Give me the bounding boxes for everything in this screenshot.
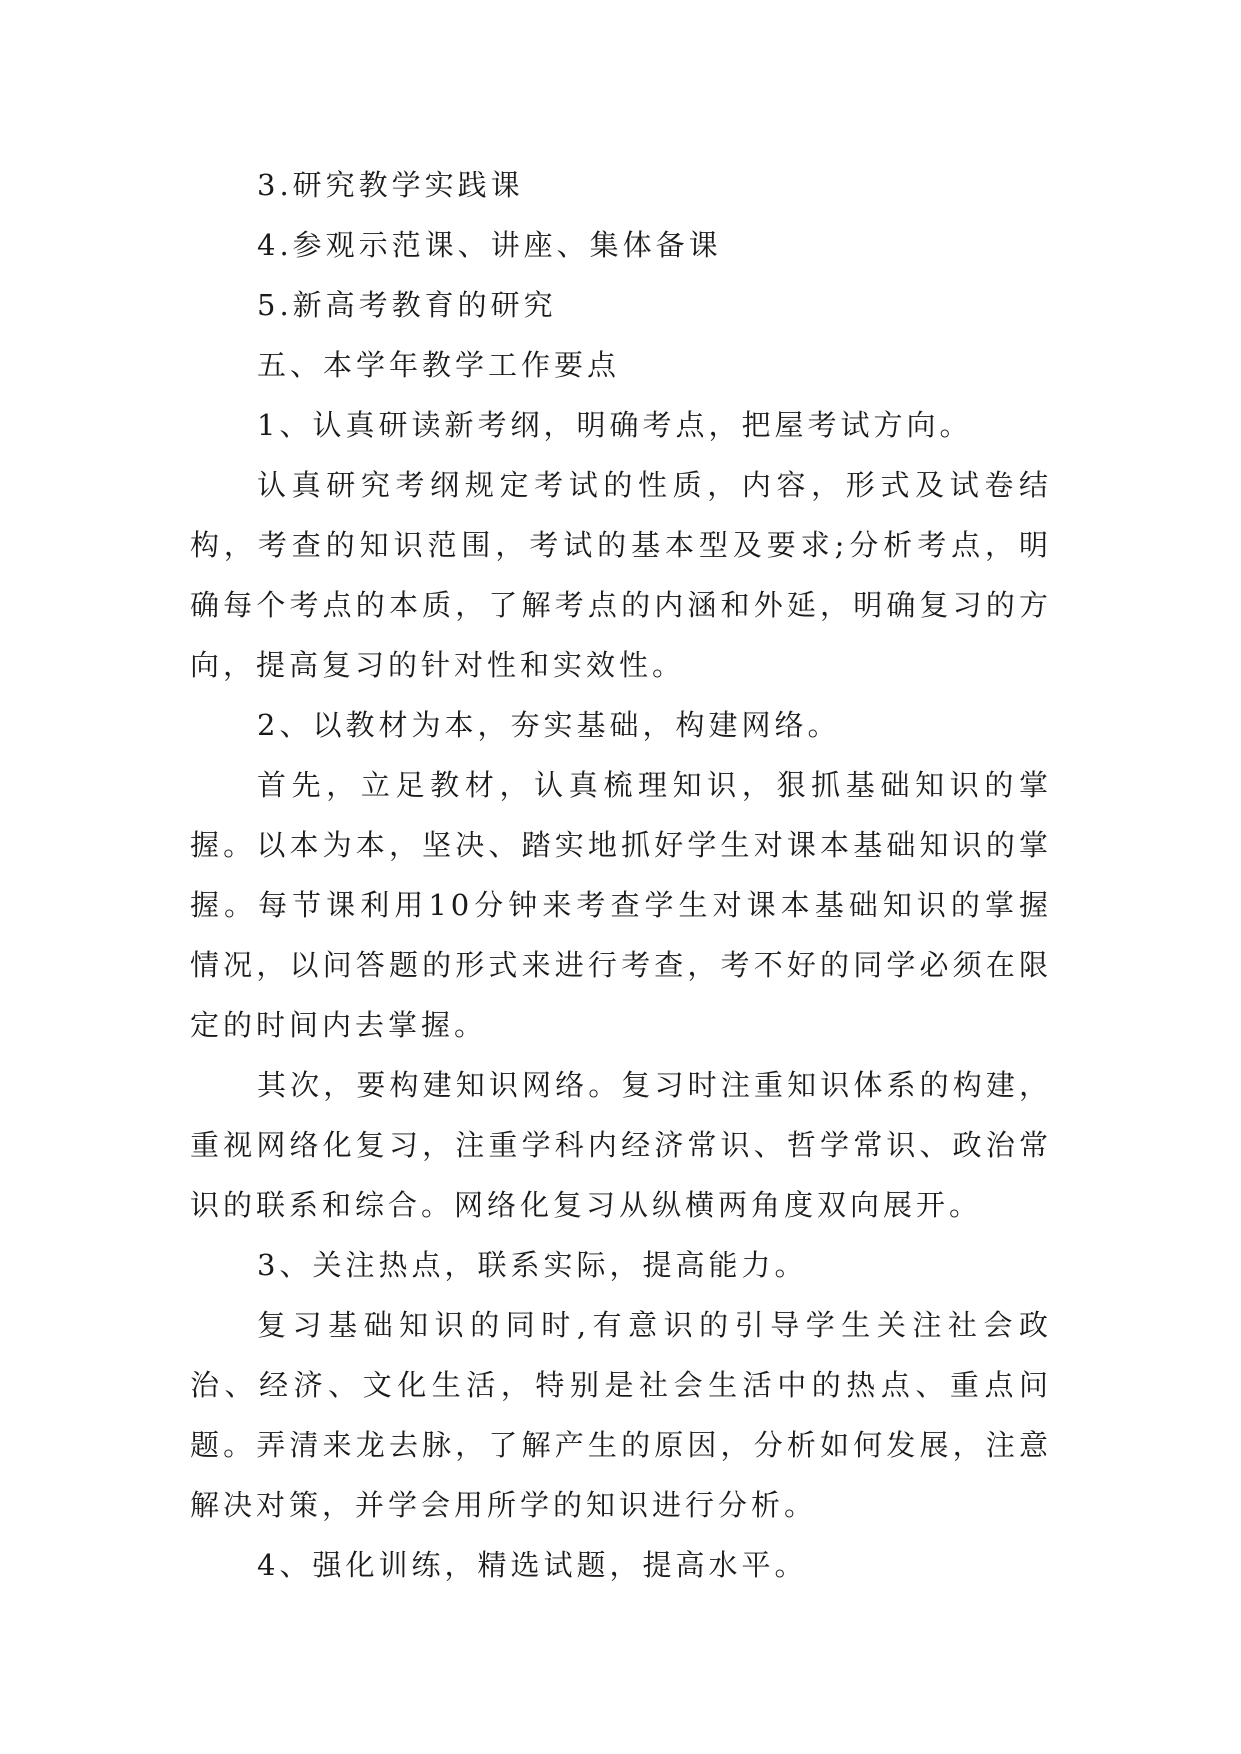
point-heading-3: 3、关注热点，联系实际，提高能力。 [257,1248,808,1282]
point-heading-1: 1、认真研读新考纲，明确考点，把屋考试方向。 [257,408,973,442]
point-heading-2: 2、以教材为本，夯实基础，构建网络。 [257,708,841,742]
paragraph-item-5: 5.新高考教育的研究 [257,288,557,322]
paragraph-knowledge-network: 其次，要构建知识网络。复习时注重知识体系的构建，重视网络化复习，注重学科内经济常识、哲学常识、政治常识的联系和综合。网络化复习从纵横两角度双向展开。 [190,1068,1052,1222]
paragraph-exam-outline: 认真研究考纲规定考试的性质，内容，形式及试卷结构，考查的知识范围，考试的基本型及要求;分析考点，明确每个考点的本质，了解考点的内涵和外延，明确复习的方向，提高复习的针对性和实效性。 [190,468,1052,682]
document-body [190,155,1052,1595]
paragraph-hot-topics: 复习基础知识的同时,有意识的引导学生关注社会政治、经济、文化生活，特别是社会生活中的热点、重点问题。弄清来龙去脉，了解产生的原因，分析如何发展，注意解决对策，并学会用所学的知识进行分析。 [190,1308,1052,1522]
section-heading-five: 五、本学年教学工作要点 [257,348,621,382]
paragraph-textbook-basics: 首先，立足教材，认真梳理知识，狠抓基础知识的掌握。以本为本，坚决、踏实地抓好学生对课本基础知识的掌握。每节课利用10分钟来考查学生对课本基础知识的掌握情况，以问答题的形式来进行考查，考不好的同学必须在限定的时间内去掌握。 [190,768,1052,1042]
paragraph-item-3: 3.研究教学实践课 [257,168,524,202]
paragraph-item-4: 4.参观示范课、讲座、集体备课 [257,228,722,262]
point-heading-4: 4、强化训练，精选试题，提高水平。 [257,1548,808,1582]
